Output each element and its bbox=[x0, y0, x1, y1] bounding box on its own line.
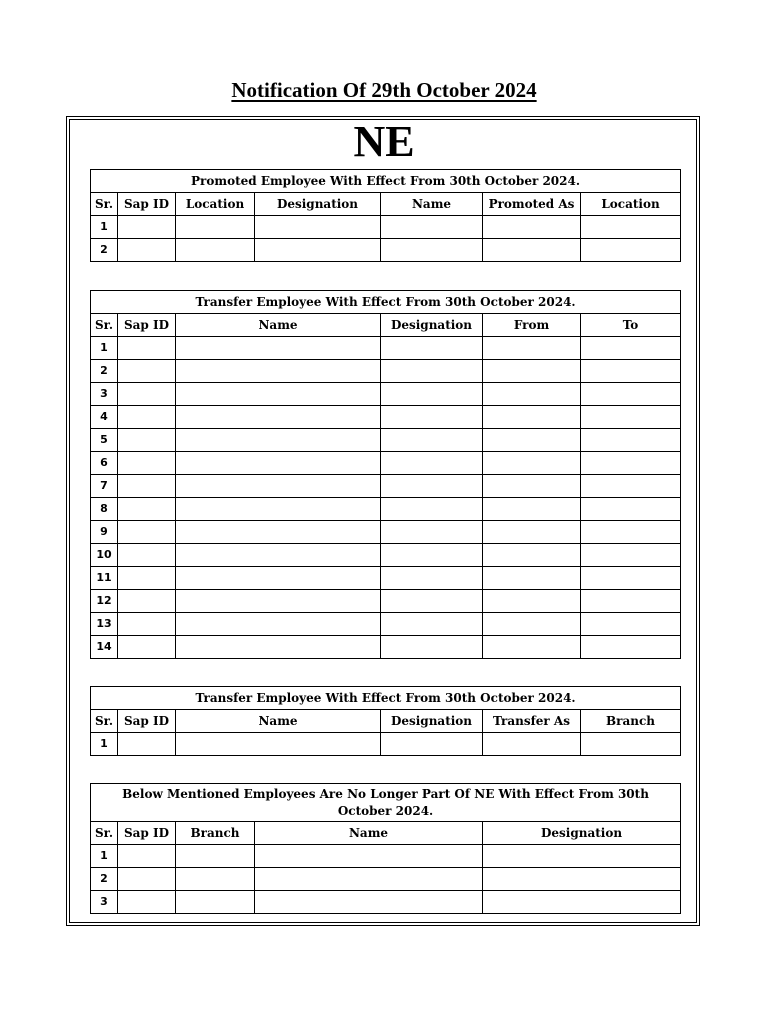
column-header: Sap ID bbox=[118, 314, 176, 337]
empty-cell bbox=[581, 239, 681, 262]
row-number: 1 bbox=[91, 216, 118, 239]
empty-cell bbox=[581, 521, 681, 544]
empty-cell bbox=[581, 498, 681, 521]
column-header: Sap ID bbox=[118, 822, 176, 845]
row-number: 8 bbox=[91, 498, 118, 521]
empty-cell bbox=[255, 239, 381, 262]
empty-cell bbox=[118, 216, 176, 239]
table-row bbox=[91, 406, 681, 429]
empty-cell bbox=[176, 429, 381, 452]
empty-cell bbox=[381, 360, 483, 383]
promoted-caption: Promoted Employee With Effect From 30th October 2024. bbox=[91, 170, 681, 193]
table-row bbox=[91, 590, 681, 613]
empty-cell bbox=[176, 475, 381, 498]
row-number: 14 bbox=[91, 636, 118, 659]
empty-cell bbox=[381, 429, 483, 452]
empty-cell bbox=[483, 845, 681, 868]
empty-cell bbox=[118, 613, 176, 636]
table-caption-row bbox=[91, 291, 681, 314]
transfer-as-caption: Transfer Employee With Effect From 30th October 2024. bbox=[91, 687, 681, 710]
empty-cell bbox=[483, 613, 581, 636]
empty-cell bbox=[581, 613, 681, 636]
empty-cell bbox=[483, 337, 581, 360]
column-header: Promoted As bbox=[483, 193, 581, 216]
empty-cell bbox=[381, 636, 483, 659]
column-header: Branch bbox=[176, 822, 255, 845]
empty-cell bbox=[483, 475, 581, 498]
empty-cell bbox=[176, 845, 255, 868]
empty-cell bbox=[118, 521, 176, 544]
empty-cell bbox=[176, 406, 381, 429]
empty-cell bbox=[118, 567, 176, 590]
empty-cell bbox=[176, 498, 381, 521]
table-row bbox=[91, 337, 681, 360]
empty-cell bbox=[176, 239, 255, 262]
empty-cell bbox=[381, 733, 483, 756]
table-row bbox=[91, 636, 681, 659]
empty-cell bbox=[381, 544, 483, 567]
row-number: 3 bbox=[91, 891, 118, 914]
empty-cell bbox=[381, 239, 483, 262]
table-header-row bbox=[91, 314, 681, 337]
empty-cell bbox=[176, 521, 381, 544]
empty-cell bbox=[483, 429, 581, 452]
empty-cell bbox=[381, 567, 483, 590]
empty-cell bbox=[118, 590, 176, 613]
table-row bbox=[91, 429, 681, 452]
row-number: 3 bbox=[91, 383, 118, 406]
row-number: 2 bbox=[91, 239, 118, 262]
empty-cell bbox=[118, 337, 176, 360]
table-row bbox=[91, 239, 681, 262]
empty-cell bbox=[176, 360, 381, 383]
table-row bbox=[91, 360, 681, 383]
empty-cell bbox=[381, 406, 483, 429]
column-header: Designation bbox=[483, 822, 681, 845]
empty-cell bbox=[581, 216, 681, 239]
empty-cell bbox=[581, 406, 681, 429]
row-number: 13 bbox=[91, 613, 118, 636]
empty-cell bbox=[483, 590, 581, 613]
column-header: Designation bbox=[381, 314, 483, 337]
column-header: Transfer As bbox=[483, 710, 581, 733]
table-caption-row bbox=[91, 687, 681, 710]
row-number: 6 bbox=[91, 452, 118, 475]
empty-cell bbox=[176, 733, 381, 756]
row-number: 1 bbox=[91, 845, 118, 868]
table-caption-row bbox=[91, 170, 681, 193]
empty-cell bbox=[176, 590, 381, 613]
empty-cell bbox=[581, 429, 681, 452]
page-title: Notification Of 29th October 2024 bbox=[231, 78, 537, 102]
column-header: Sr. bbox=[91, 710, 118, 733]
empty-cell bbox=[483, 636, 581, 659]
empty-cell bbox=[581, 452, 681, 475]
table-row bbox=[91, 452, 681, 475]
empty-cell bbox=[581, 360, 681, 383]
row-number: 9 bbox=[91, 521, 118, 544]
table-row bbox=[91, 891, 681, 914]
empty-cell bbox=[118, 845, 176, 868]
empty-cell bbox=[581, 733, 681, 756]
empty-cell bbox=[381, 452, 483, 475]
table-row bbox=[91, 475, 681, 498]
column-header: Location bbox=[176, 193, 255, 216]
empty-cell bbox=[581, 337, 681, 360]
empty-cell bbox=[483, 544, 581, 567]
table-row bbox=[91, 733, 681, 756]
empty-cell bbox=[581, 590, 681, 613]
column-header: Name bbox=[176, 710, 381, 733]
promoted-table bbox=[90, 169, 681, 262]
empty-cell bbox=[381, 216, 483, 239]
row-number: 11 bbox=[91, 567, 118, 590]
column-header: Sr. bbox=[91, 193, 118, 216]
table-row bbox=[91, 868, 681, 891]
empty-cell bbox=[381, 475, 483, 498]
column-header: Sap ID bbox=[118, 193, 176, 216]
column-header: From bbox=[483, 314, 581, 337]
empty-cell bbox=[176, 567, 381, 590]
region-heading: NE bbox=[353, 117, 415, 166]
empty-cell bbox=[255, 216, 381, 239]
transfer-caption: Transfer Employee With Effect From 30th October 2024. bbox=[91, 291, 681, 314]
empty-cell bbox=[581, 544, 681, 567]
table-row bbox=[91, 544, 681, 567]
leavers-table bbox=[90, 783, 681, 914]
table-row bbox=[91, 498, 681, 521]
empty-cell bbox=[581, 636, 681, 659]
table-header-row bbox=[91, 710, 681, 733]
empty-cell bbox=[581, 383, 681, 406]
table-caption-row bbox=[91, 784, 681, 822]
table-row bbox=[91, 845, 681, 868]
empty-cell bbox=[118, 239, 176, 262]
column-header: To bbox=[581, 314, 681, 337]
empty-cell bbox=[118, 891, 176, 914]
row-number: 5 bbox=[91, 429, 118, 452]
empty-cell bbox=[483, 239, 581, 262]
empty-cell bbox=[483, 406, 581, 429]
table-row bbox=[91, 383, 681, 406]
row-number: 10 bbox=[91, 544, 118, 567]
empty-cell bbox=[483, 733, 581, 756]
empty-cell bbox=[483, 521, 581, 544]
empty-cell bbox=[255, 868, 483, 891]
table-row bbox=[91, 216, 681, 239]
empty-cell bbox=[176, 891, 255, 914]
column-header: Sr. bbox=[91, 314, 118, 337]
empty-cell bbox=[483, 868, 681, 891]
empty-cell bbox=[483, 383, 581, 406]
row-number: 7 bbox=[91, 475, 118, 498]
column-header: Branch bbox=[581, 710, 681, 733]
transfer-table bbox=[90, 290, 681, 659]
column-header: Name bbox=[255, 822, 483, 845]
row-number: 12 bbox=[91, 590, 118, 613]
table-row bbox=[91, 521, 681, 544]
empty-cell bbox=[255, 845, 483, 868]
empty-cell bbox=[176, 636, 381, 659]
row-number: 1 bbox=[91, 733, 118, 756]
empty-cell bbox=[118, 452, 176, 475]
empty-cell bbox=[381, 521, 483, 544]
empty-cell bbox=[581, 567, 681, 590]
table-header-row bbox=[91, 193, 681, 216]
empty-cell bbox=[483, 498, 581, 521]
empty-cell bbox=[118, 498, 176, 521]
row-number: 4 bbox=[91, 406, 118, 429]
empty-cell bbox=[381, 613, 483, 636]
empty-cell bbox=[118, 383, 176, 406]
empty-cell bbox=[118, 636, 176, 659]
row-number: 2 bbox=[91, 360, 118, 383]
empty-cell bbox=[381, 498, 483, 521]
empty-cell bbox=[581, 475, 681, 498]
empty-cell bbox=[176, 452, 381, 475]
table-row bbox=[91, 613, 681, 636]
empty-cell bbox=[176, 868, 255, 891]
empty-cell bbox=[483, 216, 581, 239]
empty-cell bbox=[118, 475, 176, 498]
empty-cell bbox=[118, 544, 176, 567]
empty-cell bbox=[483, 891, 681, 914]
empty-cell bbox=[381, 590, 483, 613]
empty-cell bbox=[176, 337, 381, 360]
column-header: Name bbox=[381, 193, 483, 216]
column-header: Sap ID bbox=[118, 710, 176, 733]
empty-cell bbox=[118, 733, 176, 756]
empty-cell bbox=[118, 868, 176, 891]
empty-cell bbox=[381, 337, 483, 360]
empty-cell bbox=[118, 406, 176, 429]
table-row bbox=[91, 567, 681, 590]
leavers-caption: Below Mentioned Employees Are No Longer Part Of NE With Effect From 30th October 2024. bbox=[91, 784, 681, 822]
empty-cell bbox=[176, 383, 381, 406]
column-header: Designation bbox=[255, 193, 381, 216]
empty-cell bbox=[381, 383, 483, 406]
table-header-row bbox=[91, 822, 681, 845]
empty-cell bbox=[176, 544, 381, 567]
empty-cell bbox=[483, 567, 581, 590]
column-header: Name bbox=[176, 314, 381, 337]
row-number: 1 bbox=[91, 337, 118, 360]
row-number: 2 bbox=[91, 868, 118, 891]
empty-cell bbox=[118, 360, 176, 383]
empty-cell bbox=[255, 891, 483, 914]
column-header: Sr. bbox=[91, 822, 118, 845]
empty-cell bbox=[483, 452, 581, 475]
column-header: Designation bbox=[381, 710, 483, 733]
empty-cell bbox=[176, 613, 381, 636]
empty-cell bbox=[176, 216, 255, 239]
empty-cell bbox=[118, 429, 176, 452]
column-header: Location bbox=[581, 193, 681, 216]
transfer-as-table bbox=[90, 686, 681, 756]
empty-cell bbox=[483, 360, 581, 383]
